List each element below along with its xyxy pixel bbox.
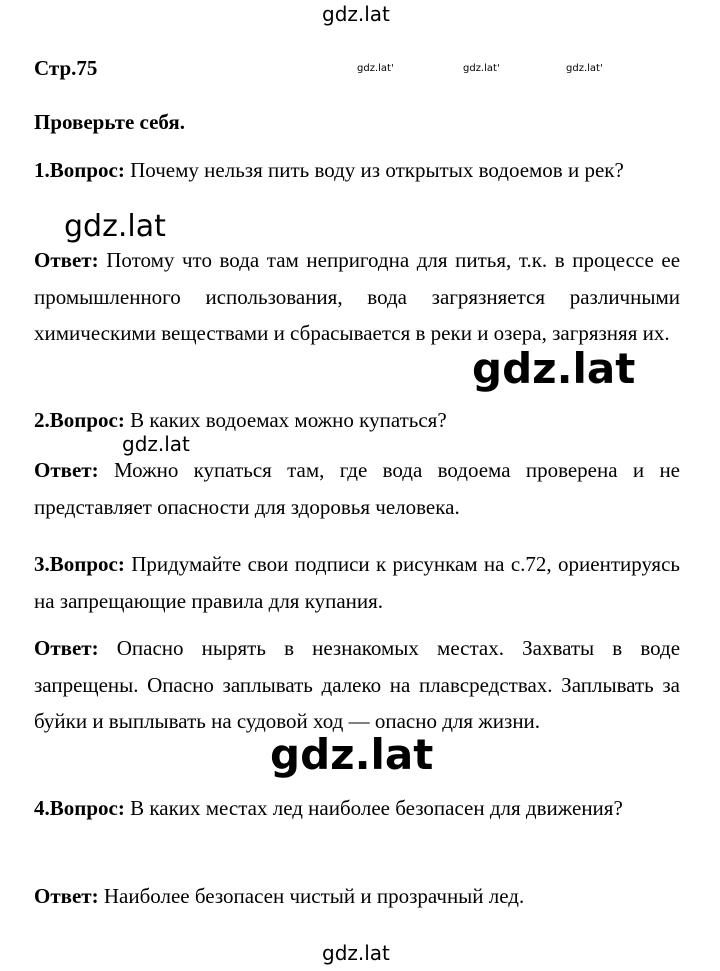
question-1-text: Почему нельзя пить воду из открытых водоемов и рек? [130,158,624,182]
watermark-large-1: gdz.lat [472,344,636,393]
answer-3-text: Опасно нырять в незнакомых местах. Захваты в воде запрещены. Опасно заплывать далеко на плавсредствах. Заплывать за буйки и выплывать на судовой ход — опасно для жизни. [34,636,681,733]
watermark-small-1: gdz.lat' [357,63,394,74]
question-2-text: В каких водоемах можно купаться? [130,408,447,432]
watermark-large-2: gdz.lat [270,730,434,779]
page-heading: Стр.75 [34,56,98,80]
answer-3-label: Ответ: [34,636,99,660]
answer-1-label: Ответ: [34,248,99,272]
answer-2 [34,452,680,525]
answer-4-text: Наиболее безопасен чистый и прозрачный лед. [103,884,525,908]
answer-3 [34,630,680,740]
question-4 [34,790,680,827]
watermark-bottom: gdz.lat [322,941,390,965]
answer-2-text: Можно купаться там, где вода водоема проверена и не представляет опасности для здоровья человека. [34,458,681,519]
answer-4-label: Ответ: [34,884,99,908]
section-title: Проверьте себя. [34,110,186,134]
question-2-label: 2.Вопрос: [34,408,125,432]
question-1 [34,152,680,189]
question-1-label: 1.Вопрос: [34,158,125,182]
question-4-text: В каких местах лед наиболее безопасен для движения? [130,796,623,820]
watermark-medium-1: gdz.lat [64,209,166,244]
question-3-text: Придумайте свои подписи к рисункам на с.72, ориентируясь на запрещающие правила для купания. [34,552,680,613]
question-3-label: 3.Вопрос: [34,552,125,576]
question-3 [34,546,680,619]
answer-1-text: Потому что вода там непригодна для питья, т.к. в процессе ее промышленного использования, вода загрязняется различными химическими веществами и сбрасывается в реки и озера, загрязняя их. [34,248,681,345]
answer-4 [34,878,680,915]
watermark-small-2: gdz.lat' [463,63,500,74]
watermark-medium-2: gdz.lat [122,432,190,456]
answer-1 [34,242,680,352]
watermark-top: gdz.lat [322,2,390,26]
watermark-small-3: gdz.lat' [566,63,603,74]
question-4-label: 4.Вопрос: [34,796,125,820]
answer-2-label: Ответ: [34,458,99,482]
